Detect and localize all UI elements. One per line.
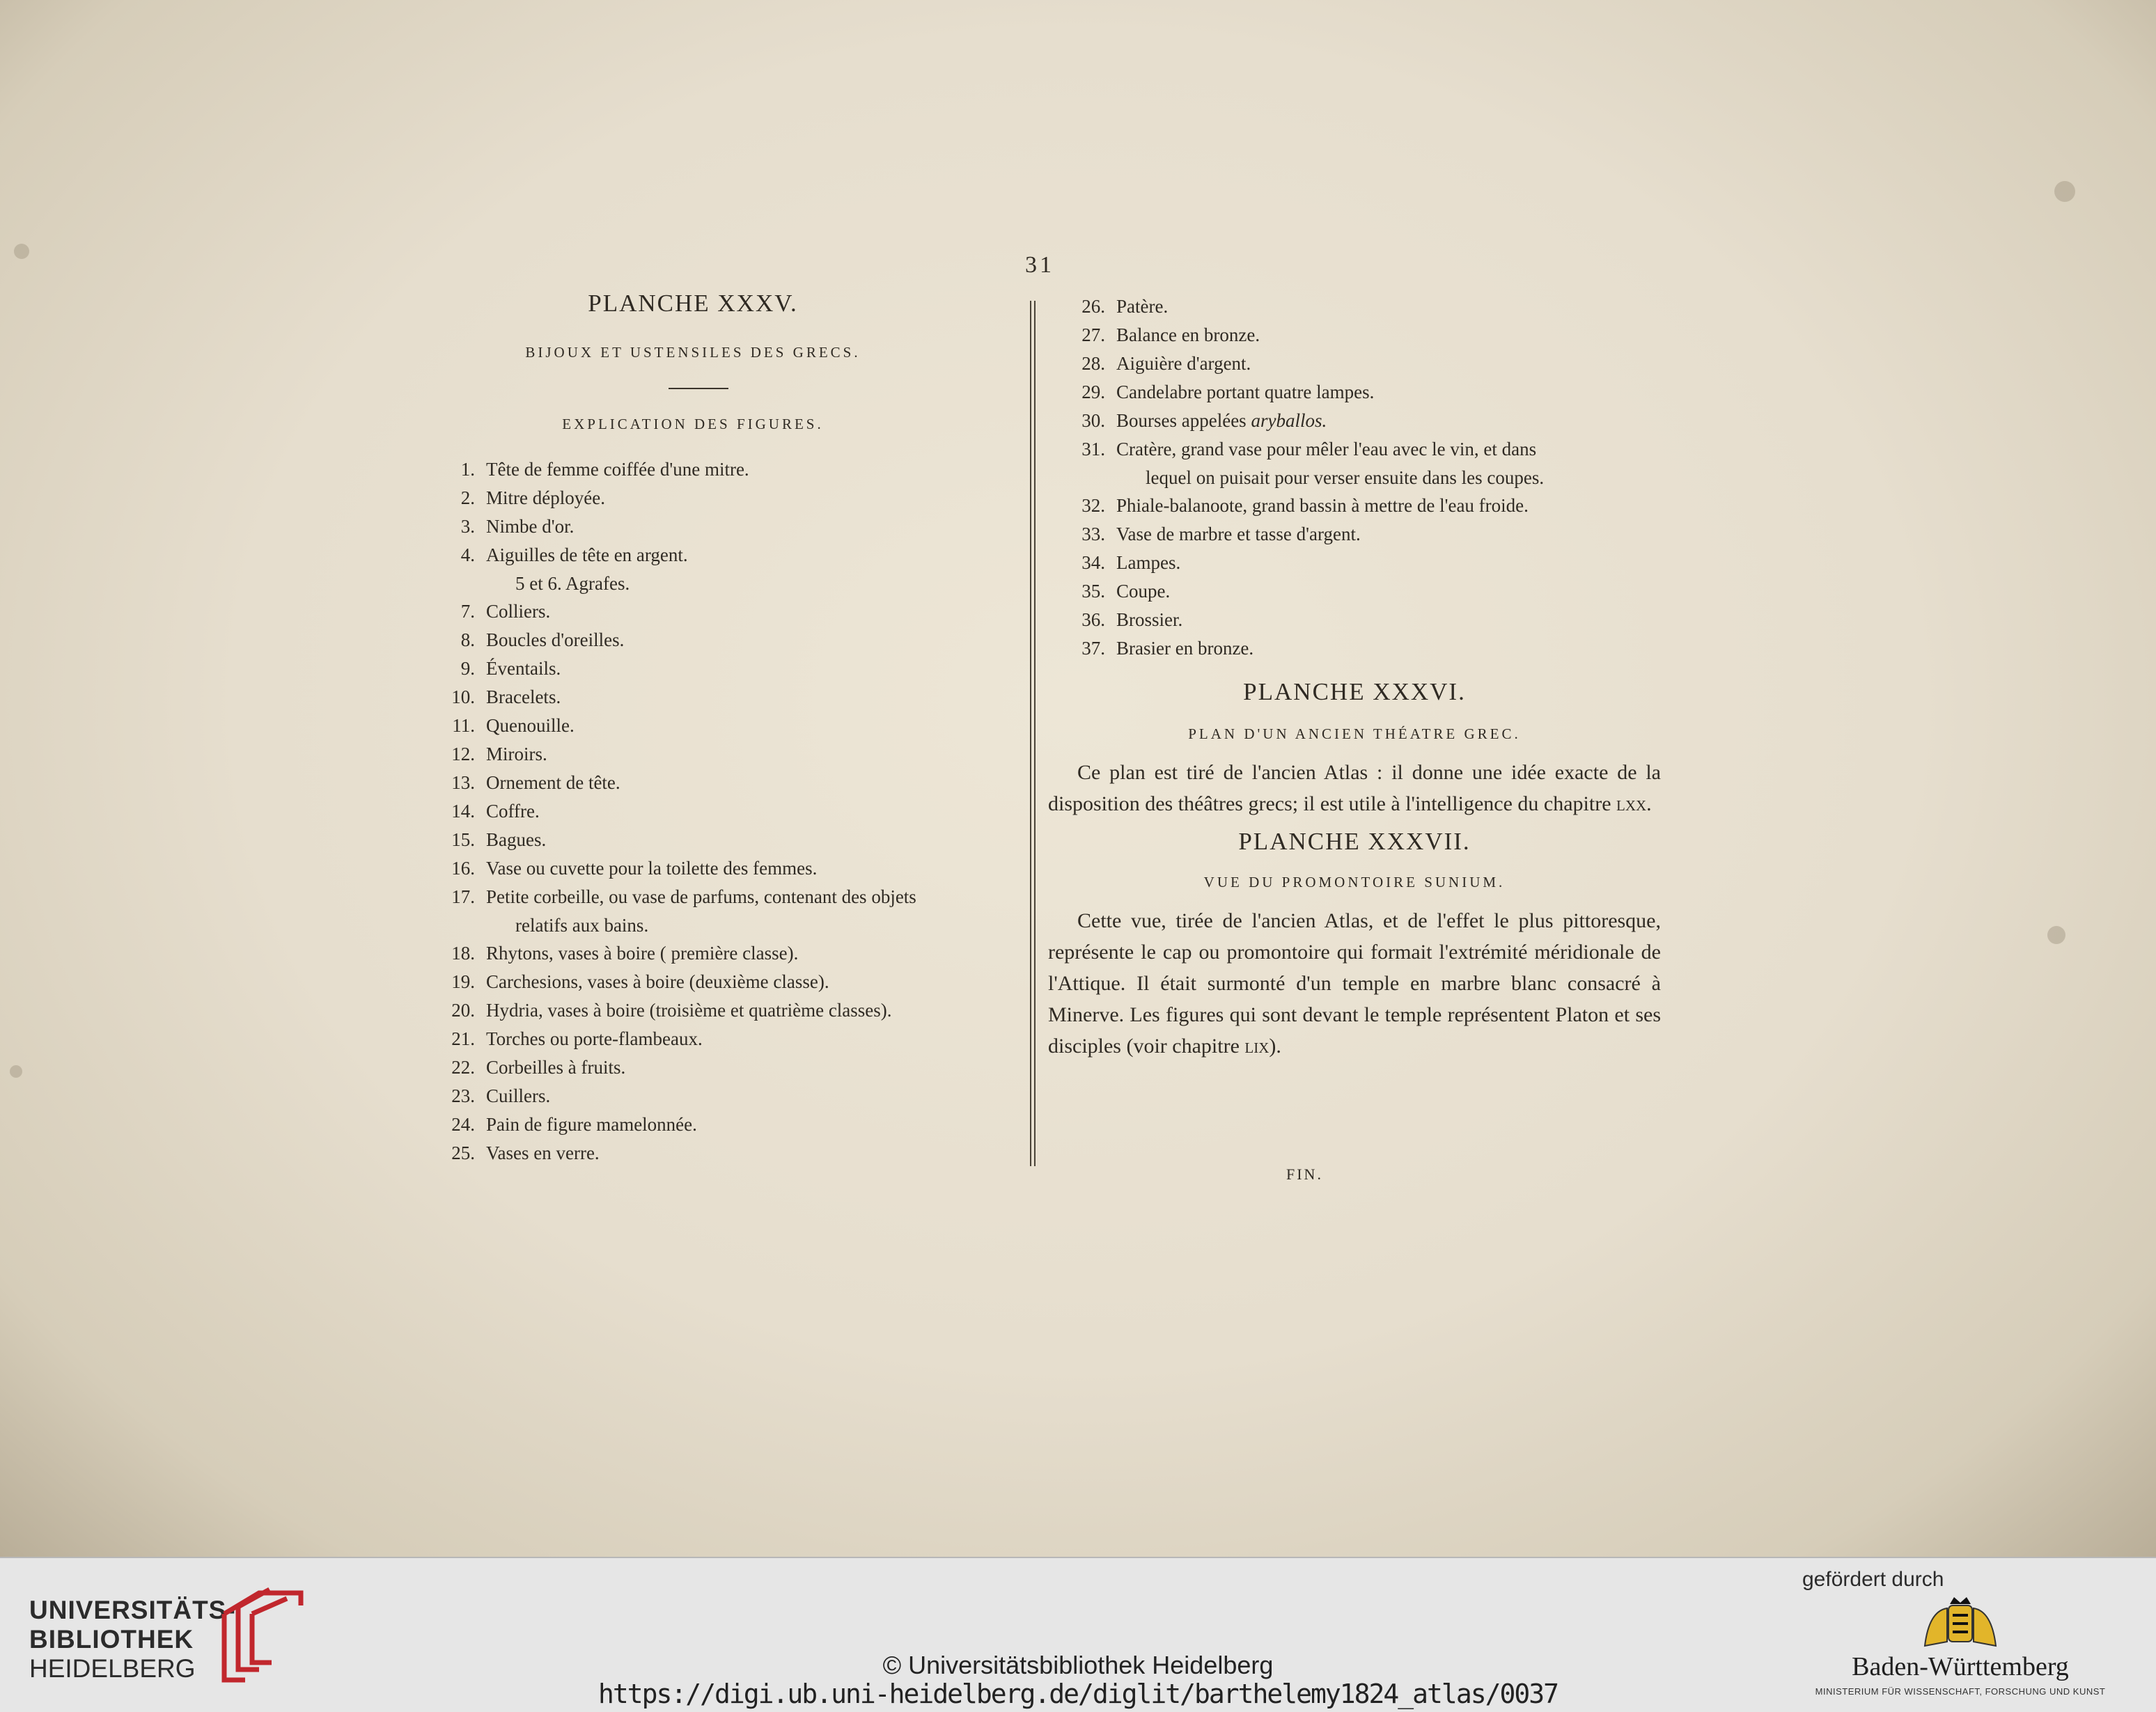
- item-number: 37.: [1081, 638, 1105, 659]
- page-number: 31: [1025, 252, 1054, 278]
- item-label: Colliers.: [486, 601, 551, 622]
- item-text: [486, 1025, 703, 1053]
- description-text: Ce plan est tiré de l'ancien Atlas : il donne une idée exacte de la disposition des théâtres grecs; il est utile à l'intelligence du chapitre: [1048, 761, 1661, 815]
- item-text: [1116, 520, 1361, 549]
- item-text: [486, 769, 620, 797]
- item-label: Éventails.: [486, 658, 561, 679]
- list-item: [1048, 549, 1661, 577]
- item-text: [486, 512, 574, 541]
- list-item: [1048, 378, 1661, 407]
- item-label: Petite corbeille, ou vase de parfums, contenant des objets: [486, 886, 916, 907]
- item-label: Hydria, vases à boire (troisième et quatrième classes).: [486, 1000, 892, 1021]
- item-text: [1116, 321, 1260, 350]
- item-text: [1116, 549, 1180, 577]
- item-label: Vase ou cuvette pour la toilette des femmes.: [486, 858, 818, 879]
- list-item: [418, 911, 1045, 939]
- item-number: 20.: [451, 1000, 475, 1021]
- item-label: Bagues.: [486, 829, 547, 850]
- item-label: Patère.: [1116, 296, 1169, 317]
- list-item: [418, 996, 1045, 1025]
- item-text: [1116, 378, 1374, 407]
- list-item: [418, 740, 1045, 769]
- plate-description: [1048, 757, 1661, 819]
- item-label: Brossier.: [1116, 609, 1183, 630]
- item-text: [1146, 464, 1544, 492]
- item-number: 13.: [451, 772, 475, 793]
- item-number: 19.: [451, 971, 475, 992]
- plate-subheading: BIJOUX ET USTENSILES DES GRECS.: [525, 344, 861, 361]
- paper-stain: [10, 1065, 22, 1078]
- list-item: [418, 512, 1045, 541]
- item-label: Mitre déployée.: [486, 487, 605, 508]
- item-label: Nimbe d'or.: [486, 516, 575, 537]
- item-number: 9.: [460, 658, 475, 679]
- list-item: [418, 939, 1045, 968]
- item-label: Ornement de tête.: [486, 772, 620, 793]
- item-number: 36.: [1081, 609, 1105, 630]
- item-number: 35.: [1081, 581, 1105, 602]
- list-item: [418, 854, 1045, 883]
- item-number: 17.: [451, 886, 475, 907]
- list-item: [1048, 350, 1661, 378]
- description-text: Cette vue, tirée de l'ancien Atlas, et de l'effet le plus pittoresque, représente le cap ou promontoire qui formait l'extrémité méridionale de l'Attique. Il était surmonté d'un temple en marbre blanc consacré à Minerve. Les figures qui sont devant le temple représentent Platon et ses disciples (voir chapitre: [1048, 909, 1661, 1058]
- item-number: 16.: [451, 858, 475, 879]
- chapter-reference: lix: [1244, 1035, 1270, 1058]
- item-number: 24.: [451, 1114, 475, 1135]
- item-number: 2.: [460, 487, 475, 508]
- list-item: [1048, 292, 1661, 321]
- item-number: 12.: [451, 744, 475, 764]
- item-label: Tête de femme coiffée d'une mitre.: [486, 459, 749, 480]
- permalink-url[interactable]: https://digi.ub.uni-heidelberg.de/diglit/barthelemy1824_atlas/0037: [598, 1679, 1558, 1709]
- item-number: 15.: [451, 829, 475, 850]
- figure-list: [1048, 292, 1661, 663]
- list-item: [418, 484, 1045, 512]
- item-number: 10.: [451, 686, 475, 707]
- item-text: [486, 968, 829, 996]
- item-number: 33.: [1081, 524, 1105, 544]
- item-number: 26.: [1081, 296, 1105, 317]
- list-item: [1048, 407, 1661, 435]
- divider-rule: [669, 388, 728, 389]
- item-text: [486, 712, 575, 740]
- item-number: 31.: [1081, 439, 1105, 460]
- list-item: [418, 968, 1045, 996]
- item-label: Quenouille.: [486, 715, 575, 736]
- plate-subheading: VUE DU PROMONTOIRE SUNIUM.: [1203, 874, 1506, 890]
- list-item: [1048, 520, 1661, 549]
- item-text: [486, 1139, 600, 1168]
- item-text: [1116, 492, 1529, 520]
- item-number: 1.: [460, 459, 475, 480]
- item-text: [1116, 634, 1253, 663]
- list-item: [418, 1082, 1045, 1110]
- item-text: [486, 541, 688, 570]
- item-text: [486, 626, 624, 654]
- item-label: 5 et 6. Agrafes.: [515, 573, 630, 594]
- list-item: [418, 1053, 1045, 1082]
- list-item: [418, 455, 1045, 484]
- item-label: Brasier en bronze.: [1116, 638, 1254, 659]
- library-name-line: UNIVERSITÄTS-: [29, 1596, 236, 1624]
- item-number: 32.: [1081, 495, 1105, 516]
- list-item: [418, 626, 1045, 654]
- item-text: [1116, 407, 1327, 435]
- item-number: 23.: [451, 1085, 475, 1106]
- item-text: [486, 455, 749, 484]
- item-label: Vase de marbre et tasse d'argent.: [1116, 524, 1361, 544]
- item-number: 3.: [460, 516, 475, 537]
- item-number: 4.: [460, 544, 475, 565]
- item-number: 29.: [1081, 382, 1105, 402]
- item-text: [486, 1082, 550, 1110]
- sponsor-name[interactable]: Baden-Württemberg: [1852, 1652, 2069, 1681]
- list-item: [418, 797, 1045, 826]
- item-label: Boucles d'oreilles.: [486, 629, 625, 650]
- item-text: [486, 1110, 697, 1139]
- item-text: [486, 683, 561, 712]
- item-text: [486, 654, 561, 683]
- item-number: 28.: [1081, 353, 1105, 374]
- plate-description: [1048, 905, 1661, 1062]
- list-item: [1048, 606, 1661, 634]
- item-number: 11.: [452, 715, 475, 736]
- paper-stain: [2054, 181, 2075, 202]
- chapter-reference: lxx.: [1616, 792, 1652, 815]
- item-text: [1116, 350, 1251, 378]
- item-label: Bourses appelées: [1116, 410, 1247, 431]
- list-item: [418, 1139, 1045, 1168]
- item-text: [515, 570, 630, 598]
- item-label: Cuillers.: [486, 1085, 551, 1106]
- item-label: Torches ou porte-flambeaux.: [486, 1028, 703, 1049]
- item-text: [486, 826, 546, 854]
- list-item: [418, 826, 1045, 854]
- item-number: 27.: [1081, 324, 1105, 345]
- plate-heading: PLANCHE XXXVII.: [1238, 828, 1471, 855]
- item-text: [515, 911, 648, 940]
- item-number: 25.: [451, 1142, 475, 1163]
- library-name-line: HEIDELBERG: [29, 1654, 196, 1683]
- item-text: [486, 939, 798, 968]
- item-label: Coupe.: [1116, 581, 1171, 602]
- item-text: [486, 797, 540, 826]
- item-text: [1116, 577, 1170, 606]
- right-column: [1048, 292, 1661, 1062]
- paper-stain: [2047, 926, 2065, 944]
- fin-label: FIN.: [1286, 1165, 1323, 1183]
- item-text: [486, 1053, 625, 1082]
- item-label: Lampes.: [1116, 552, 1181, 573]
- list-item: [418, 541, 1045, 570]
- item-label: Bracelets.: [486, 686, 561, 707]
- item-number: 21.: [451, 1028, 475, 1049]
- item-number: 8.: [460, 629, 475, 650]
- library-name-line: BIBLIOTHEK: [29, 1625, 194, 1654]
- item-italic-term: aryballos.: [1251, 410, 1327, 431]
- item-text: [486, 854, 817, 883]
- left-column: [418, 290, 1045, 1168]
- item-number: 34.: [1081, 552, 1105, 573]
- column-divider: [1030, 301, 1036, 1166]
- copyright-text: © Universitätsbibliothek Heidelberg: [882, 1651, 1274, 1679]
- list-item: [418, 883, 1045, 911]
- list-item: [1048, 634, 1661, 663]
- figure-list: [418, 455, 1045, 1168]
- list-item: [418, 570, 1045, 597]
- item-label: relatifs aux bains.: [515, 915, 649, 936]
- item-label: Aiguière d'argent.: [1116, 353, 1251, 374]
- item-text: [486, 996, 892, 1025]
- item-label: Cratère, grand vase pour mêler l'eau avec le vin, et dans: [1116, 439, 1537, 460]
- item-label: Pain de figure mamelonnée.: [486, 1114, 697, 1135]
- plate-subheading: PLAN D'UN ANCIEN THÉATRE GREC.: [1188, 725, 1521, 742]
- list-item: [1048, 492, 1661, 520]
- item-label: Aiguilles de tête en argent.: [486, 544, 688, 565]
- item-label: Coffre.: [486, 801, 540, 822]
- item-number: 18.: [451, 943, 475, 964]
- plate-heading: PLANCHE XXXVI.: [1243, 678, 1466, 705]
- item-label: Carchesions, vases à boire (deuxième classe).: [486, 971, 829, 992]
- list-item: [418, 1025, 1045, 1053]
- item-text: [486, 484, 605, 512]
- item-number: 30.: [1081, 410, 1105, 431]
- item-text: [486, 740, 547, 769]
- item-label: Balance en bronze.: [1116, 324, 1260, 345]
- paper-stain: [14, 244, 29, 259]
- plate-heading: PLANCHE XXXV.: [588, 290, 798, 317]
- list-item: [418, 769, 1045, 797]
- list-item: [418, 683, 1045, 712]
- list-item: [1048, 435, 1661, 464]
- list-item: [418, 597, 1045, 626]
- list-item: [418, 712, 1045, 740]
- item-text: [1116, 435, 1536, 464]
- item-text: [486, 597, 550, 626]
- item-label: Corbeilles à fruits.: [486, 1057, 626, 1078]
- list-item: [1048, 321, 1661, 350]
- item-text: [486, 883, 916, 911]
- item-label: Phiale-balanoote, grand bassin à mettre de l'eau froide.: [1116, 495, 1529, 516]
- description-end: ).: [1269, 1035, 1281, 1058]
- list-item: [418, 654, 1045, 683]
- sponsor-ministry: MINISTERIUM FÜR WISSENSCHAFT, FORSCHUNG UND KUNST: [1815, 1686, 2106, 1697]
- sponsor-label: gefördert durch: [1802, 1568, 1944, 1591]
- item-label: lequel on puisait pour verser ensuite dans les coupes.: [1146, 467, 1545, 488]
- section-title: EXPLICATION DES FIGURES.: [562, 416, 824, 432]
- item-number: 14.: [451, 801, 475, 822]
- item-label: Miroirs.: [486, 744, 547, 764]
- viewer-footer: [0, 1557, 2156, 1712]
- item-label: Rhytons, vases à boire ( première classe).: [486, 943, 799, 964]
- item-number: 7.: [460, 601, 475, 622]
- item-text: [1116, 292, 1168, 321]
- list-item: [418, 1110, 1045, 1139]
- list-item: [1048, 464, 1661, 492]
- list-item: [1048, 577, 1661, 606]
- item-label: Candelabre portant quatre lampes.: [1116, 382, 1375, 402]
- item-label: Vases en verre.: [486, 1142, 600, 1163]
- item-number: 22.: [451, 1057, 475, 1078]
- item-text: [1116, 606, 1182, 634]
- state-crest-icon: [1919, 1597, 2001, 1651]
